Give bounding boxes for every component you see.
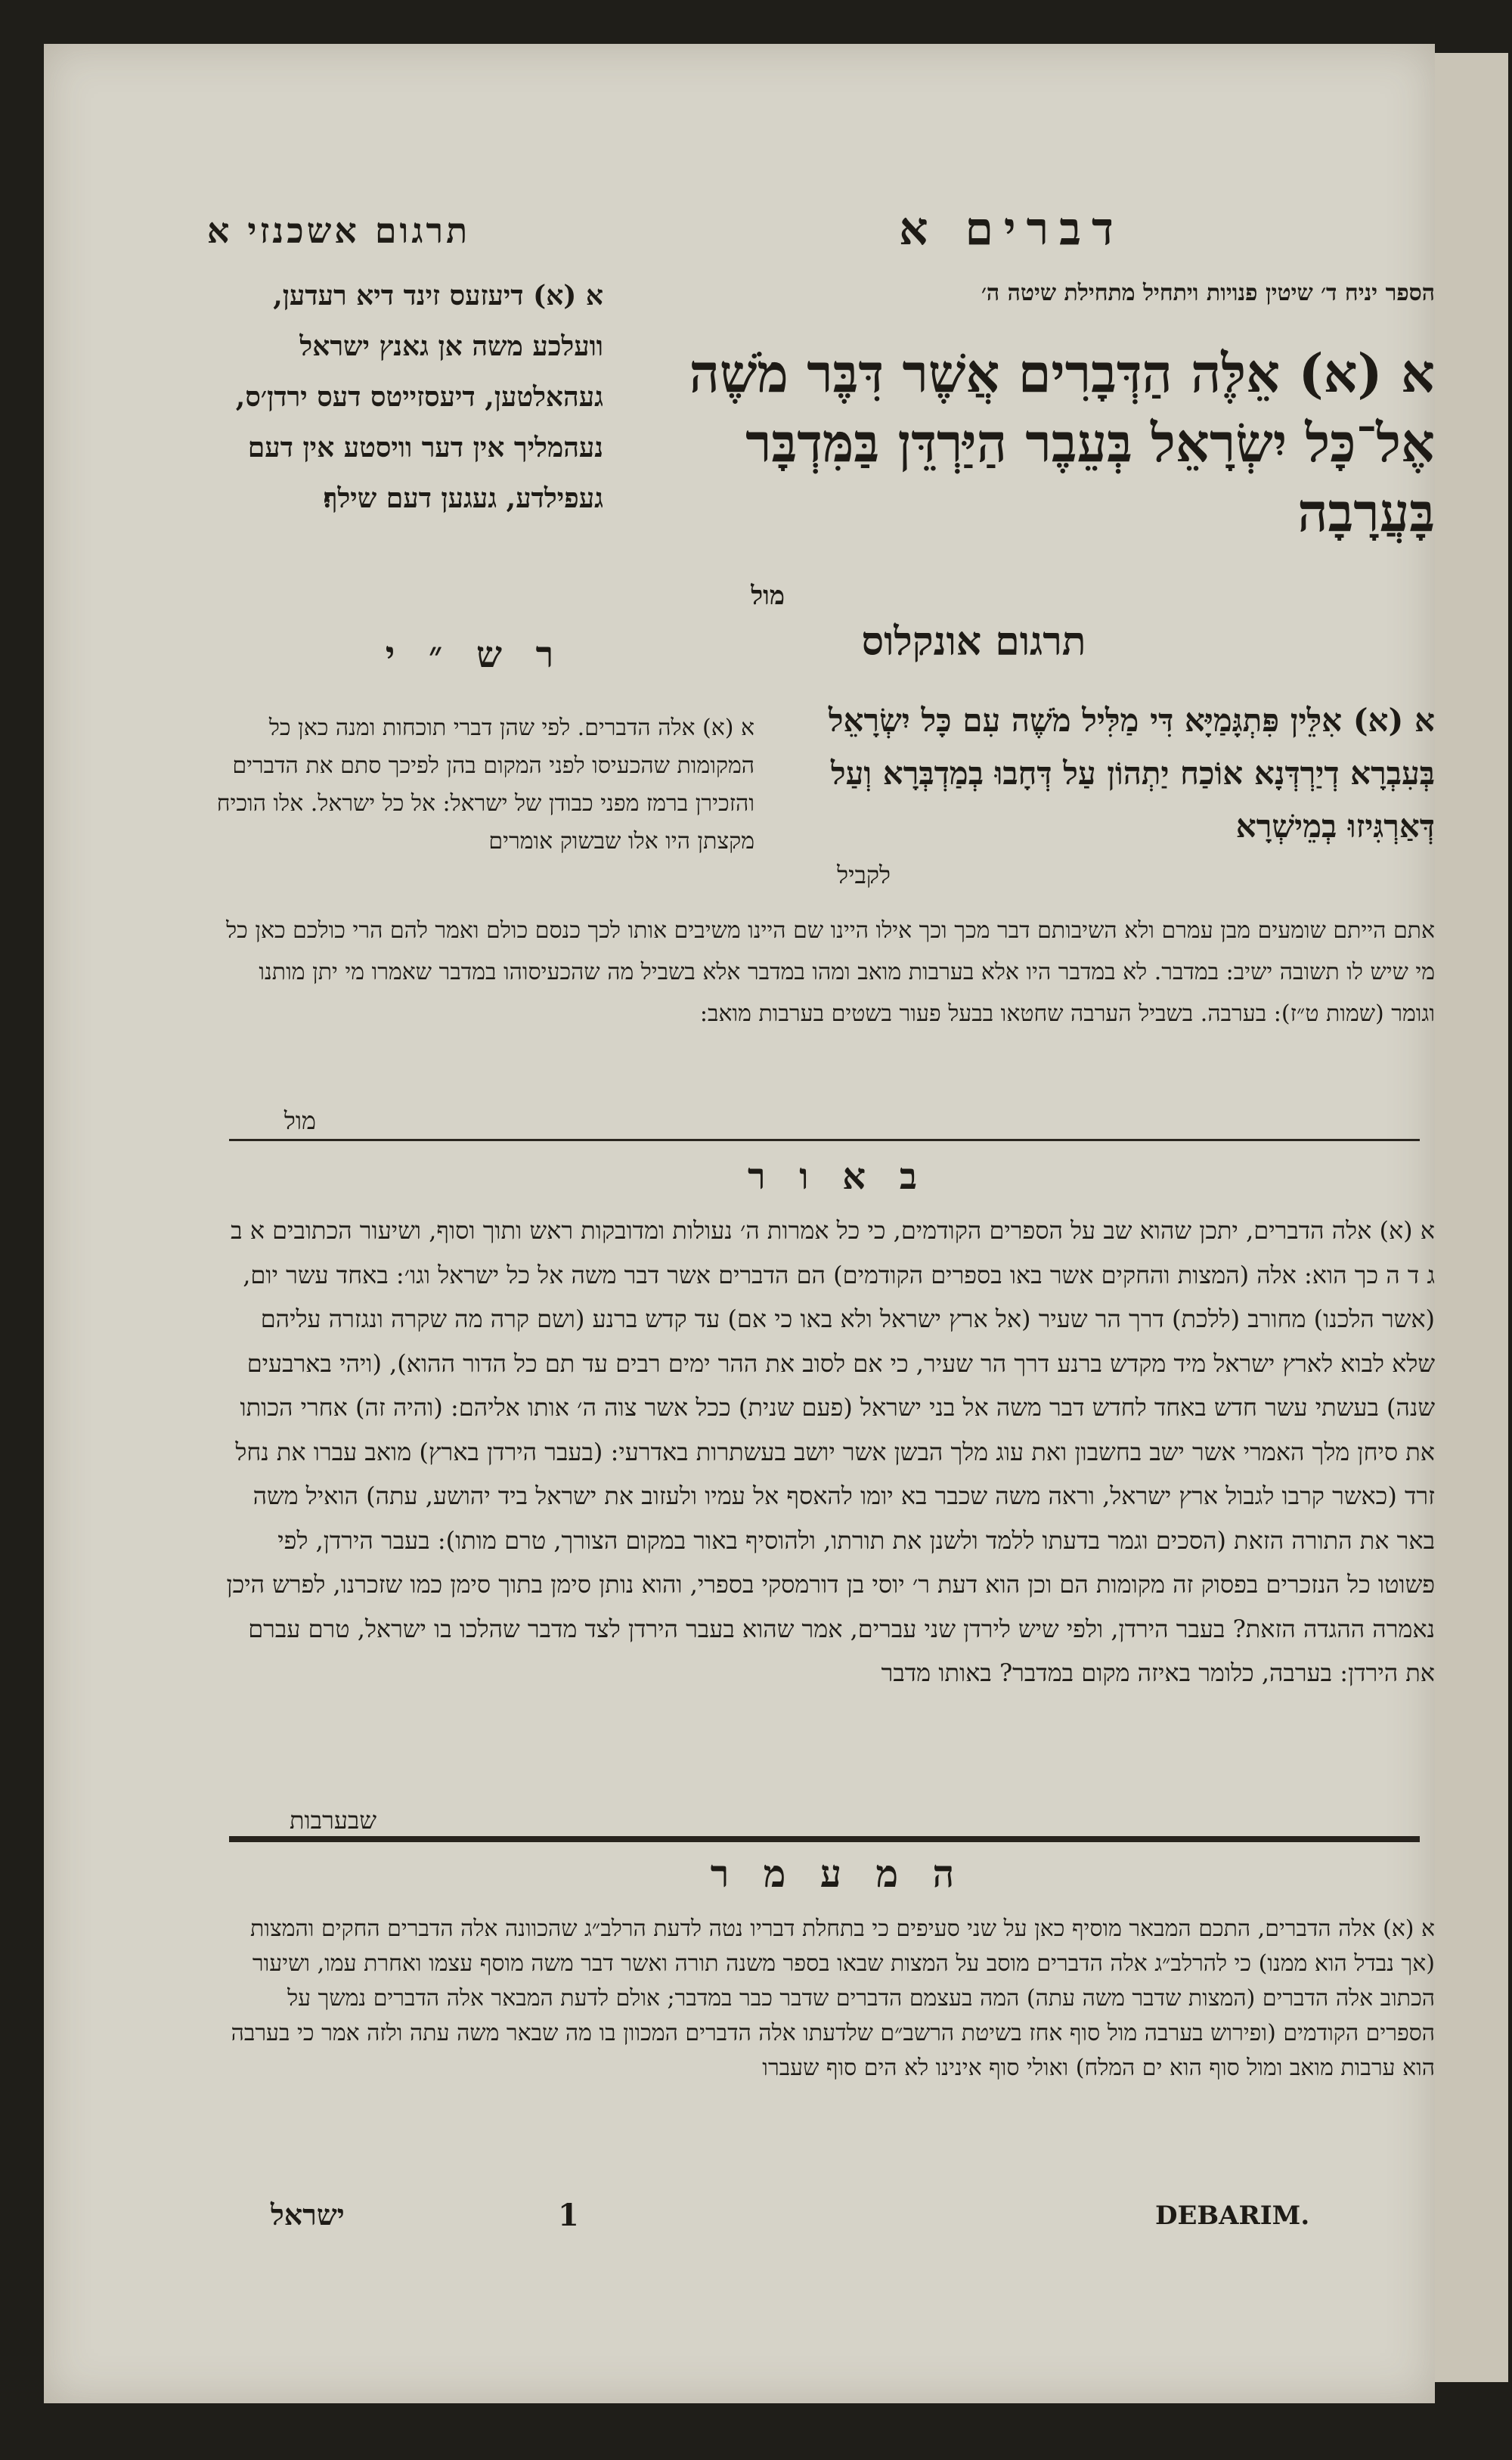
section-divider-biur [229,1139,1420,1141]
verse-catchword: מול [751,581,785,611]
onkelos-catchword: לקביל [837,861,891,889]
biur-catchword: שבערבות [289,1806,376,1835]
rashi-catchword: מול [284,1106,316,1135]
book-name-footer: DEBARIM. [1155,2201,1310,2231]
book-page [44,44,1435,2403]
book-chapter-heading: דברים א [899,203,1124,256]
ashkenazi-translation-text: א (א) דיעזעס זינד דיא רעדען, וועלכע משה אן גאנץ ישראל געהאלטען, דיעסזייטס דעס ירדן׳ס, נעהמליך אין דער וויסטע אין דעם געפילדע, געגען דעם שילף׃ [235,280,603,514]
scribal-instruction: הספר יניח ד׳ שיטין פנויות ויתחיל מתחילת שיטה ה׳ [981,280,1435,306]
hameamer-text: א (א) אלה הדברים, התכם המבאר מוסיף כאן על שני סעיפים כי בתחלת דבריו נטה לדעת הרלב״ג שהכוונה אלה הדברים החקים והמצות (אך נבדל הוא ממנו) כי להרלב״ג אלה הדברים מוסב על המצות שבאו בספר משנה תורה ואשר דבר משה מוסף עצמו ואחרת עמו, ושיעור הכתוב אלה הדברים (המצות שדבר משה עתה) המה בעצמם הדברים שדבר כבר במדבר; אולם לדעת המבאר אלה הדברים נמשך על הספרים הקודמים (ופירוש בערבה מול סוף אחז בשיטת הרשב״ם שלדעתו אלה הדברים המכוון בו מה שבאר משה עתה ולזה אמר כי בערבה הוא ערבות מואב ומול סוף הוא ים המלח) ואולי סוף אינינו לא הים סוף שעברו [231,1916,1435,2081]
ashkenazi-translation-heading: תרגום אשכנזי א [206,210,471,251]
next-page-edge [1433,53,1508,2382]
page-number: 1 [558,2198,579,2233]
onkelos-heading: תרגום אונקלוס [861,619,1086,665]
rashi-continuation: אתם הייתם שומעים מבן עמרם ולא השיבותם דבר מכך וכך אילו היינו שם היינו משיבים אותו לכך כנסם כולם ואמר להם הרי כולכם כאן כל מי שיש לו תשובה ישיב: במדבר. לא במדבר היו אלא בערבות מואב ומהו במדבר אלא בשביל מה שהכעיסוהו במדבר שאמרו מי יתן מותנו וגומר (שמות ט״ז): בערבה. בשביל הערבה שחטאו בבעל פעור בשטים בערבות מואב: [226,917,1435,1027]
biur-text: א (א) אלה הדברים, יתכן שהוא שב על הספרים הקודמים, כי כל אמרות ה׳ נעולות ומדובקות ראש ותוך וסוף, ושיעור הכתובים א ב ג ד ה כך הוא: אלה (המצות והחקים אשר באו בספרים הקודמים) הם הדברים אשר דבר משה אל כל ישראל וגו׳: באחד עשר יום, (אשר הלכנו) מחורב (ללכת) דרך הר שעיר (אל ארץ ישראל ולא באו כי אם) עד קדש ברנע (ושם קרה מה שקרה ונגזרה עליהם שלא לבוא לארץ ישראל מיד מקדש ברנע דרך הר שעיר, כי אם לסוב את ההר ימים רבים עד תם כל הדור ההוא), (ויהי בארבעים שנה) בעשתי עשר חדש באחד לחדש דבר משה אל בני ישראל (פעם שנית) ככל אשר צוה ה׳ אותו אליהם: (והיה זה) אחרי הכותו את סיחן מלך האמרי אשר ישב בחשבון ואת עוג מלך הבשן אשר יושב בעשתרות באדרעי: (בעבר הירדן בארץ) מואב עברו את נחל זרד (כאשר קרבו לגבול ארץ ישראל, וראה משה שכבר בא יומו להאסף אל עמיו ולעזוב את ישראל ביד יהושע, עתה) הואיל משה באר את התורה הזאת (הסכים וגמר בדעתו ללמד ולשנן את תורתו, ולהוסיף באור במקום הצורך, טרם מותו): בעבר הירדן, לפי פשוטו כל הנזכרים בפסוק זה מקומות הם וכן הוא דעת ר׳ יוסי בן דורמסקי בספרי, והוא נותן סימן בתוך סימן כמו שזכרנו, לפרש היכן נאמרה ההגדה הזאת? בעבר הירדן, ולפי שיש לירדן שני עברים, אמר שהוא בעבר הירדן לצד מדבר שהלכו בו ישראל, טרם עברם את הירדן: בערבה, כלומר באיזה מקום במדבר? באותו מדבר [226,1216,1435,1687]
rashi-text: א (א) אלה הדברים. לפי שהן דברי תוכחות ומנה כאן כל המקומות שהכעיסו לפני המקום בהן לפיכך סתם את הדברים והזכירן ברמז מפני כבודן של ישראל: אל כל ישראל. אלו הוכיח מקצתן היו אלו שבשוק אומרים [216,715,754,855]
hameamer-heading: ה מ ע מ ר [710,1851,965,1896]
section-divider-hameamer [229,1836,1420,1842]
onkelos-text: א (א) אִלֵּין פִּתְגָּמַיָּא דִּי מַלִּיל מֹשֶׁה עִם כָּל יִשְׂרָאֵל בְּעִבְרָא דְיַרְדְּנָא אוֹכַח יַתְהוֹן עַל דְּחָבוּ בְמַדְבְּרָא וְעַל דְּאַרְגִּיזוּ בְמֵישְׁרָא [828,702,1435,845]
biur-heading: ב א ו ר [748,1156,928,1198]
signature-mark: ישראל [271,2198,345,2232]
rashi-heading: ר ש ״ י [385,634,565,676]
torah-verse: א (א) אֵלֶּה הַדְּבָרִים אֲשֶׁר דִּבֶּר מֹשֶׁה אֶל־כָּל יִשְׂרָאֵל בְּעֵבֶר הַיַּרְדֵּן בַּמִּדְבָּר בָּעֲרָבָה [689,342,1435,544]
